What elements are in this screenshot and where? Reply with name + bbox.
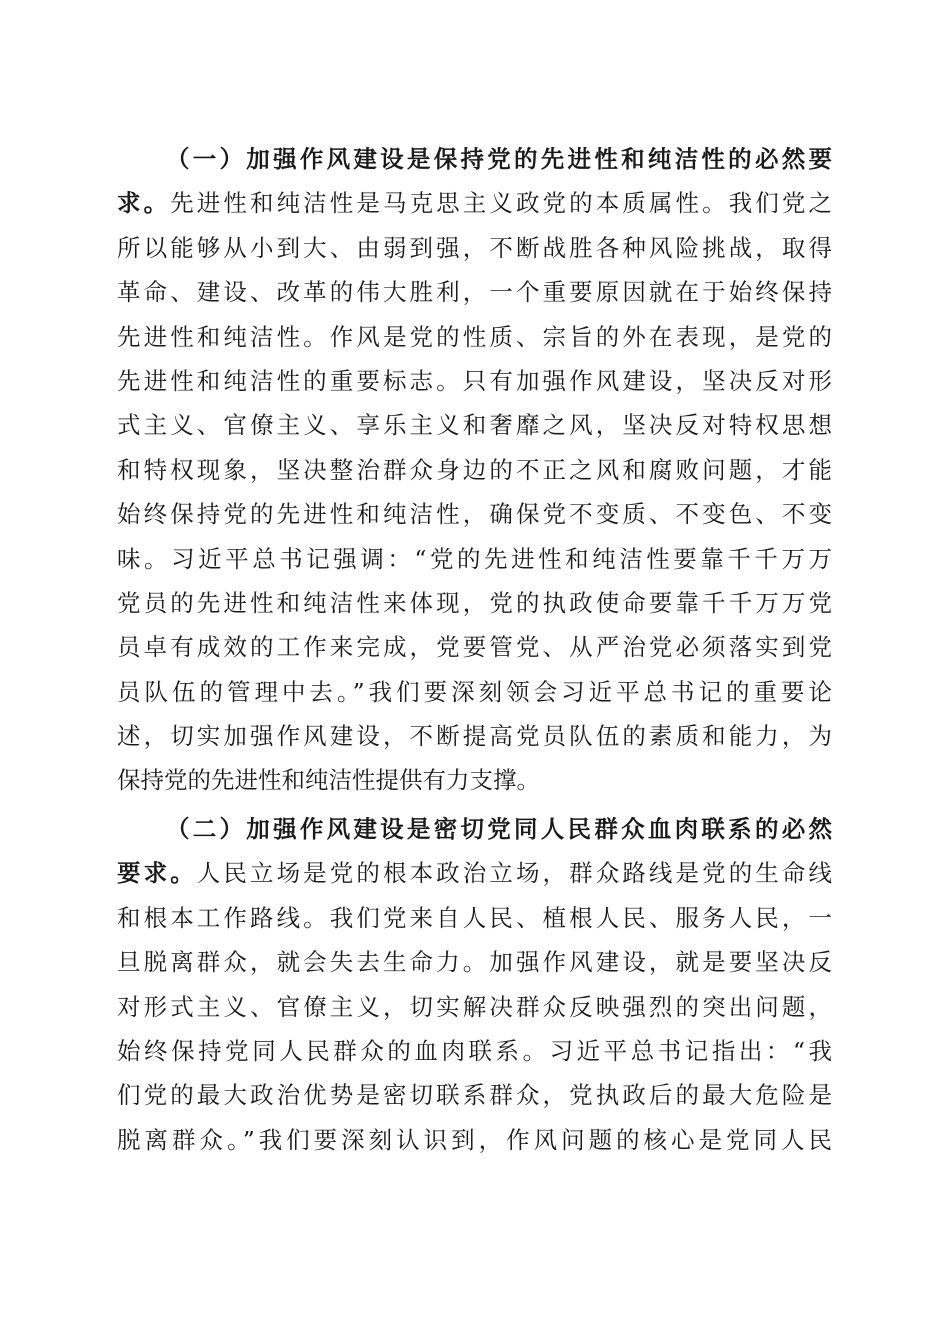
text-line: 先进性和纯洁性的重要标志。只有加强作风建设，坚决反对形 [117,366,832,395]
text-line: 们党的最大政治优势是密切联系群众，党执政后的最大危险是 [117,1081,832,1110]
text-line: 旦脱离群众，就会失去生命力。加强作风建设，就是要坚决反 [117,948,832,977]
section-heading: （二）加强作风建设是密切党同人民群众血肉联系的必然 [166,815,832,843]
text-line: 始终保持党的先进性和纯洁性，确保党不变质、不变色、不变 [117,500,832,529]
text-line: 党员的先进性和纯洁性来体现，党的执政使命要靠千千万万党 [117,588,832,617]
section-heading-tail: 要求。 [117,859,197,888]
body-text: 先进性和纯洁性是马克思主义政党的本质属性。我们党之 [170,189,832,218]
text-line: 对形式主义、官僚主义，切实解决群众反映强烈的突出问题， [117,992,832,1021]
text-line [117,851,832,895]
text-line: 和根本工作路线。我们党来自人民、植根人民、服务人民，一 [117,903,832,932]
section-heading-tail: 求。 [117,189,171,218]
text-line: 革命、建设、改革的伟大胜利，一个重要原因就在于始终保持 [117,278,832,307]
text-line: 和特权现象，坚决整治群众身边的不正之风和腐败问题，才能 [117,455,832,484]
text-line: 脱离群众。”我们要深刻认识到，作风问题的核心是党同人民 [117,1125,832,1154]
text-line: 始终保持党同人民群众的血肉联系。习近平总书记指出：“我 [117,1036,832,1065]
text-line: 式主义、官僚主义、享乐主义和奢靡之风，坚决反对特权思想 [117,411,832,440]
text-line: 先进性和纯洁性。作风是党的性质、宗旨的外在表现，是党的 [117,322,832,351]
text-line [117,181,832,225]
text-line: 保持党的先进性和纯洁性提供有力支撑。 [117,766,540,795]
text-line: 味。习近平总书记强调：“党的先进性和纯洁性要靠千千万万 [117,544,832,573]
body-text: 人民立场是党的根本政治立场，群众路线是党的生命线 [196,859,832,888]
text-line [117,137,832,181]
paragraph-2 [117,807,832,1162]
section-heading: （一）加强作风建设是保持党的先进性和纯洁性的必然要 [166,145,832,173]
text-line: 员卓有成效的工作来完成，党要管党、从严治党必须落实到党 [117,633,832,662]
text-line: 所以能够从小到大、由弱到强，不断战胜各种风险挑战，取得 [117,233,832,262]
text-line: 述，切实加强作风建设，不断提高党员队伍的素质和能力，为 [117,722,832,751]
text-line: 员队伍的管理中去。”我们要深刻领会习近平总书记的重要论 [117,677,832,706]
paragraph-1 [117,137,832,803]
text-line [117,807,832,851]
